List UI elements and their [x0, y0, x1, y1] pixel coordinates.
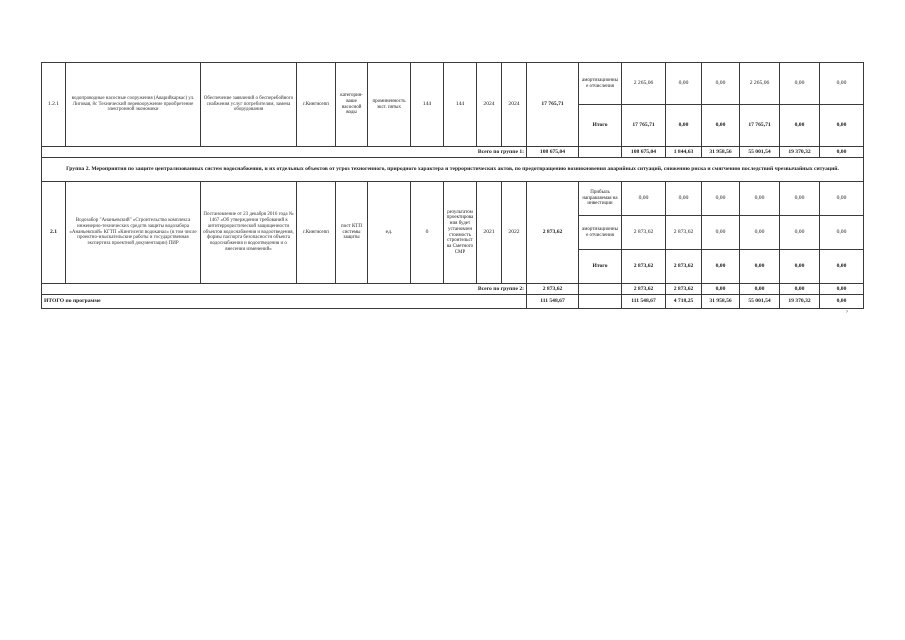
measure-justification: Обеспечение заявлений о бесперебойного снабжения услуг потребителям, замена оборудования [201, 63, 297, 147]
source-value: 0,00 [780, 105, 820, 147]
source-value: 2 265,06 [622, 63, 666, 105]
measure-justification: Постановление от 23 декабря 2016 года № 1467 «Об утверждении требований к антитеррористической защищенности объектов водоснабжения и водоотведения, формы паспорта безопасности объекта водоснабжения и водоотведения и о внесении изменений» [201, 182, 297, 284]
group-total-value: 19 370,32 [780, 147, 820, 158]
grand-total-value: 19 370,32 [780, 295, 820, 309]
group-total-spacer [579, 147, 622, 158]
value-before: ед. [368, 182, 411, 284]
group-heading: Группа 2. Мероприятия по защите централизованных систем водоснабжения, и их отдельных объектов от угроз техногенного, природного характера и террористических актов, по предотвращению возникновения аварийных ситуаций, снижению риска и смягчению последствий чрезвычайных ситуаций. [42, 158, 864, 182]
source-label: Прибыль направляемая на инвестиции [579, 182, 622, 216]
group-total-value: 0,00 [820, 284, 864, 295]
grand-total-value: 111 548,67 [622, 295, 666, 309]
source-value: 0,00 [702, 63, 740, 105]
source-label: Итого [579, 250, 622, 284]
page-corner-mark: › [846, 309, 848, 315]
group-total-value: 31 958,56 [702, 147, 740, 158]
source-value: 0,00 [740, 216, 780, 250]
source-value: 0,00 [820, 105, 864, 147]
source-value: 17 765,71 [622, 105, 666, 147]
measure-effect: проминенность экст. пятых [368, 63, 411, 147]
source-value: 2 265,06 [740, 63, 780, 105]
measure-category: категория-ваше насосной воды [336, 63, 368, 147]
group-total-value: 55 001,54 [740, 147, 780, 158]
source-value: 17 765,71 [740, 105, 780, 147]
source-value: 2 873,62 [666, 250, 702, 284]
source-value: 0,00 [666, 182, 702, 216]
investment-program-table [41, 62, 864, 309]
source-value: 0,00 [622, 182, 666, 216]
grand-total-value: 4 718,25 [666, 295, 702, 309]
group-total-value: 108 675,04 [527, 147, 579, 158]
grand-total-row [42, 295, 864, 309]
group-total-spacer [579, 284, 622, 295]
year-start: 2021 [477, 182, 502, 284]
group-total-label: Всего по группе 2: [42, 284, 527, 295]
group-total-value: 2 873,62 [527, 284, 579, 295]
table-row [42, 63, 864, 105]
source-value: 0,00 [702, 105, 740, 147]
measure-location: г.Кингисепп [297, 182, 336, 284]
group-total-label: Всего по группе 1: [42, 147, 527, 158]
grand-total-value: 111 548,67 [527, 295, 579, 309]
source-value: 0,00 [666, 105, 702, 147]
measure-location: г.Кингисепп [297, 63, 336, 147]
row-number: 2.1 [42, 182, 66, 284]
source-value: 0,00 [666, 63, 702, 105]
source-value: 0,00 [780, 63, 820, 105]
value-after: 0 [411, 182, 444, 284]
source-value: 0,00 [820, 63, 864, 105]
year-end: 2024 [502, 63, 527, 147]
source-value: 0,00 [820, 182, 864, 216]
group-total-value: 108 675,04 [622, 147, 666, 158]
source-value: 0,00 [740, 250, 780, 284]
group-total-row [42, 284, 864, 295]
grand-total-value: 0,00 [820, 295, 864, 309]
group-heading-row [42, 158, 864, 182]
measure-name: водопроводные насосные сооружения (Аварийкаркас) ул. Лиговая, 8с Технический перевооружение приобретение электронной экономики [66, 63, 201, 147]
grand-total-value: 55 001,54 [740, 295, 780, 309]
source-value: 0,00 [740, 182, 780, 216]
source-label: амортизационные отчисления [579, 63, 622, 105]
year-end: 2022 [502, 182, 527, 284]
row-total: 17 765,71 [527, 63, 579, 147]
group-total-value: 2 873,62 [622, 284, 666, 295]
source-value: 2 873,62 [622, 216, 666, 250]
measure-category: пост КТП системы защиты [336, 182, 368, 284]
value-after: 144 [444, 63, 477, 147]
group-total-row [42, 147, 864, 158]
source-value: 0,00 [780, 182, 820, 216]
source-value: 0,00 [702, 216, 740, 250]
source-value: 2 873,62 [666, 216, 702, 250]
grand-total-value: 31 958,56 [702, 295, 740, 309]
source-value: 0,00 [820, 250, 864, 284]
group-total-value: 1 844,63 [666, 147, 702, 158]
group-total-value: 0,00 [820, 147, 864, 158]
value-before: 144 [411, 63, 444, 147]
source-value: 0,00 [780, 250, 820, 284]
source-label: амортизационные отчисления [579, 216, 622, 250]
source-label: Итого [579, 105, 622, 147]
grand-total-spacer [579, 295, 622, 309]
group-total-value: 0,00 [780, 284, 820, 295]
source-value: 0,00 [780, 216, 820, 250]
source-value: 0,00 [702, 182, 740, 216]
year-start: 2024 [477, 63, 502, 147]
row-total: 2 873,62 [527, 182, 579, 284]
source-value: 2 873,62 [622, 250, 666, 284]
source-value: 0,00 [702, 250, 740, 284]
group-total-value: 2 873,62 [666, 284, 702, 295]
measure-effect: результатом проектирования будет установлен стоимость строительства Сметного СМР [444, 182, 477, 284]
group-total-value: 0,00 [702, 284, 740, 295]
source-value: 0,00 [820, 216, 864, 250]
grand-total-label: ИТОГО по программе [42, 295, 527, 309]
table-row [42, 182, 864, 216]
measure-name: Водозабор "Ананьевский" «Строительство комплекса инженерно-технических средств защиты водозабора «Ананьевский» КГТП «Кингисепп водоканал» (в том числе проектно-изыскательские работы и государственная экспертиза проектной документации) ПИР [66, 182, 201, 284]
group-total-value: 0,00 [740, 284, 780, 295]
row-number: 1.2.1 [42, 63, 66, 147]
